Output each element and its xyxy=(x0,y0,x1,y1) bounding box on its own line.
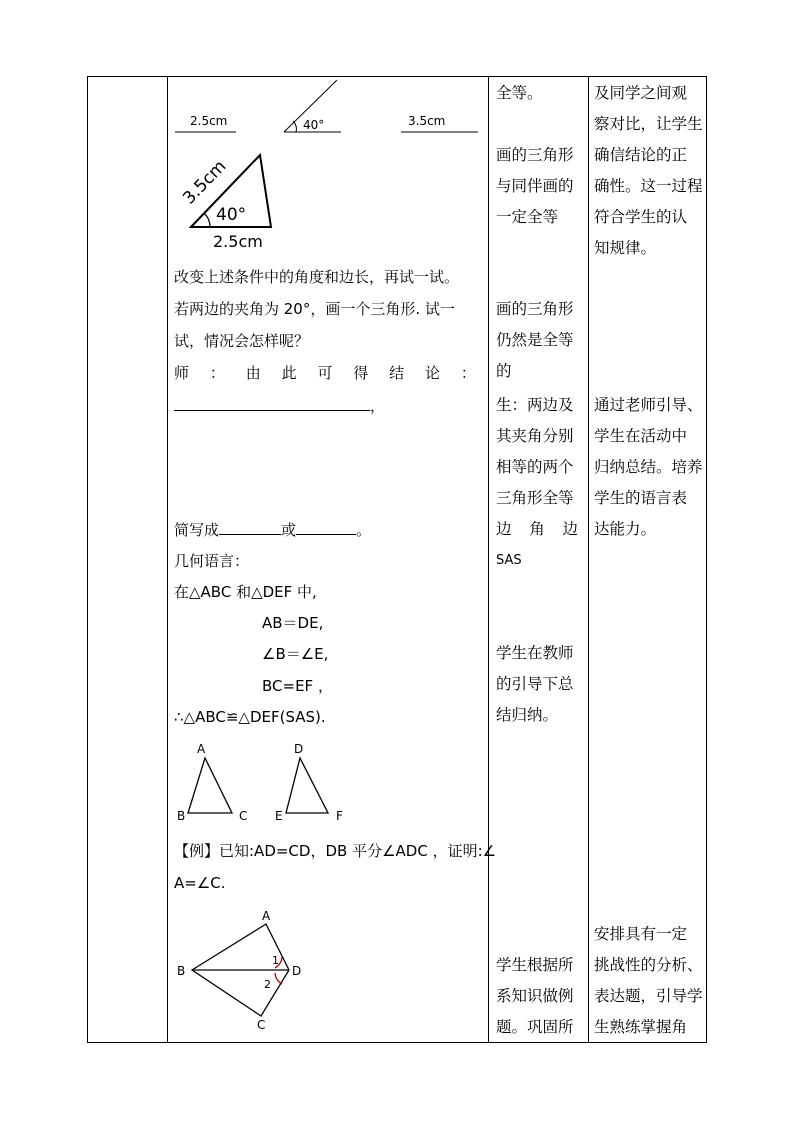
kite-figure xyxy=(168,902,328,1038)
abbreviation-or: 或 xyxy=(281,521,297,539)
vertex-a: A xyxy=(197,742,206,756)
abbreviation-end: 。 xyxy=(356,521,372,539)
intent-line: 学生在活动中 xyxy=(594,427,688,445)
intent-line: 生熟练掌握角 xyxy=(594,1018,688,1036)
triangle-def xyxy=(286,758,328,813)
intent-line: 确信结论的正 xyxy=(594,146,688,164)
sas-abbreviation: SAS xyxy=(496,553,522,568)
student-line: 其夹角分别 xyxy=(496,427,574,445)
triangle-side-label: 3.5cm xyxy=(179,156,231,209)
example-line-2: A=∠C. xyxy=(174,874,226,892)
student-line: 与同伴画的 xyxy=(496,177,574,195)
instruction-line-1: 改变上述条件中的角度和边长，再试一试。 xyxy=(174,268,460,286)
teacher-char: 此 xyxy=(281,364,297,382)
intent-line: 达能力。 xyxy=(594,520,657,538)
student-line: 画的三角形 xyxy=(496,300,574,318)
table-col-border-4 xyxy=(588,76,589,1043)
conclusion-blank xyxy=(174,390,370,411)
student-line: 一定全等 xyxy=(496,208,559,226)
student-block-6 xyxy=(496,950,584,1043)
intent-block-2 xyxy=(594,390,702,545)
sas-char: 边 xyxy=(496,520,512,538)
student-line: 系知识做例 xyxy=(496,987,574,1005)
vertex-e: E xyxy=(275,809,283,823)
sas-char: 边 xyxy=(562,520,578,538)
abbreviation-blank-2 xyxy=(296,514,356,535)
abbreviation-blank-1 xyxy=(219,514,281,535)
angle-label-2: 2 xyxy=(264,978,271,991)
geometry-language-title: 几何语言： xyxy=(174,552,250,570)
student-block-3 xyxy=(496,294,584,387)
vertex-b: B xyxy=(177,809,186,823)
teacher-char: 结 xyxy=(389,364,405,382)
student-line: 题。巩固所 xyxy=(496,1018,574,1036)
kite-vertex-b: B xyxy=(177,964,186,978)
student-line: 全等。 xyxy=(496,84,543,102)
instruction-line-3: 试，情况会怎样呢？ xyxy=(174,332,310,350)
table-col-border-3 xyxy=(488,76,489,1043)
triangle-angle-arc xyxy=(204,213,210,227)
geometry-line-3: ∠B＝∠E, xyxy=(262,645,329,663)
teacher-char: ： xyxy=(209,364,225,382)
table-col-border-1 xyxy=(87,76,88,1043)
intent-block-3 xyxy=(594,919,702,1043)
triangle-abc xyxy=(188,758,232,813)
table-col-border-5 xyxy=(706,76,707,1043)
teacher-char: 由 xyxy=(245,364,261,382)
student-block-4 xyxy=(496,390,584,576)
student-line: 仍然是全等 xyxy=(496,331,574,349)
construction-figures xyxy=(168,77,486,262)
intent-line: 知规律。 xyxy=(594,239,657,257)
example-line-1: 【例】已知:AD=CD，DB 平分∠ADC ，证明:∠ xyxy=(174,842,497,860)
segment-label-3-5cm: 3.5cm xyxy=(408,114,446,128)
student-line: 学生在教师 xyxy=(496,644,574,662)
abbreviation-line xyxy=(174,514,371,546)
student-line: 画的三角形 xyxy=(496,146,574,164)
kite-vertex-d: D xyxy=(292,964,302,978)
instruction-line-2: 若两边的夹角为 20°，画一个三角形. 试一 xyxy=(174,300,455,318)
geometry-line-1: 在△ABC 和△DEF 中, xyxy=(174,583,317,601)
intent-line: 符合学生的认 xyxy=(594,208,688,226)
abbreviation-prefix: 简写成 xyxy=(174,521,220,539)
student-line: 的引导下总 xyxy=(496,675,574,693)
teacher-char: ： xyxy=(460,364,476,382)
sas-char: 角 xyxy=(529,520,545,538)
sas-chinese-line xyxy=(496,514,578,545)
intent-block-1 xyxy=(594,78,702,264)
intent-line: 确性。这一过程 xyxy=(594,177,703,195)
teacher-char: 论 xyxy=(425,364,441,382)
student-block-5 xyxy=(496,638,584,731)
geometry-conclusion: ∴△ABC≌△DEF(SAS). xyxy=(174,708,326,726)
vertex-c: C xyxy=(239,809,248,823)
student-block-2 xyxy=(496,140,584,233)
student-line: 生：两边及 xyxy=(496,396,574,414)
kite-vertex-c: C xyxy=(257,1018,266,1032)
student-line: 相等的两个 xyxy=(496,458,574,476)
vertex-f: F xyxy=(336,809,343,823)
student-line: 的 xyxy=(496,362,512,380)
intent-line: 通过老师引导、 xyxy=(594,396,703,414)
teacher-char: 得 xyxy=(353,364,369,382)
intent-line: 及同学之间观 xyxy=(594,84,688,102)
intent-line: 归纳总结。培养 xyxy=(594,458,703,476)
student-block-1 xyxy=(496,78,584,109)
triangle-base-label: 2.5cm xyxy=(213,232,263,251)
student-line: 三角形全等 xyxy=(496,489,574,507)
kite-vertex-a: A xyxy=(262,909,271,923)
geometry-line-2: AB＝DE, xyxy=(262,614,324,632)
segment-label-2-5cm: 2.5cm xyxy=(190,114,228,128)
triangle-angle-label: 40° xyxy=(216,205,247,225)
student-line: 结归纳。 xyxy=(496,706,559,724)
conclusion-blank-comma: ， xyxy=(370,397,386,415)
angle-label-40: 40° xyxy=(303,118,325,132)
intent-line: 学生的语言表 xyxy=(594,489,688,507)
intent-line: 察对比，让学生 xyxy=(594,115,703,133)
conclusion-blank-line xyxy=(174,390,385,422)
angle-label-1: 1 xyxy=(272,954,279,967)
teacher-char: 师 xyxy=(174,364,190,382)
teacher-char: 可 xyxy=(317,364,333,382)
student-line: 学生根据所 xyxy=(496,956,574,974)
congruent-triangles-figure xyxy=(168,738,368,826)
intent-line: 表达题，引导学 xyxy=(594,987,703,1005)
vertex-d: D xyxy=(294,742,304,756)
intent-line: 挑战性的分析、 xyxy=(594,956,703,974)
intent-line: 安排具有一定 xyxy=(594,925,688,943)
geometry-line-4: BC=EF ， xyxy=(262,677,333,695)
teacher-conclusion-line xyxy=(174,358,476,389)
